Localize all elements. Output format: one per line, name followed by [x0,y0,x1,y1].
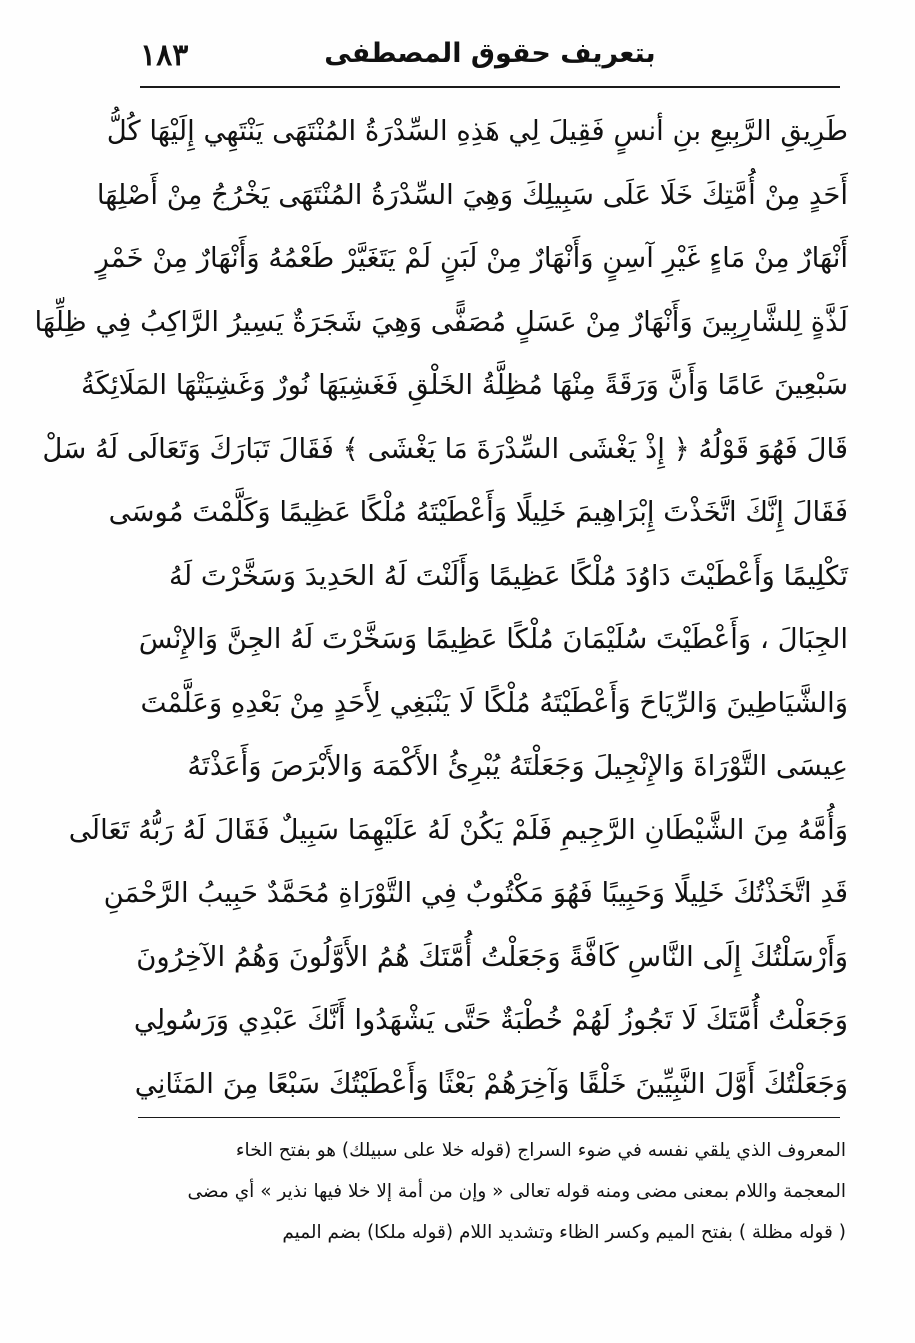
text-line: الجِبَالَ ، وَأَعْطَيْتَ سُلَيْمَانَ مُلْكًا عَظِيمًا وَسَخَّرْتَ لَهُ الجِنَّ وَالإِنْسَ [138,623,848,655]
text-line: وَأُمَّهُ مِنَ الشَّيْطَانِ الرَّجِيمِ فَلَمْ يَكُنْ لَهُ عَلَيْهِمَا سَبِيلٌ فَقَالَ لَهُ رَبُّهُ تَعَالَى [68,813,848,846]
page-number: ١٨٣ [140,38,189,73]
text-line: وَأَرْسَلْتُكَ إِلَى النَّاسِ كَافَّةً وَجَعَلْتُ أُمَّتَكَ هُمُ الأَوَّلُونَ وَهُمُ الآخِرُونَ [136,940,848,973]
footnote-line: ( قوله مظلة ) بفتح الميم وكسر الظاء وتشديد اللام (قوله ملكا) بضم الميم [282,1222,846,1243]
text-line: قَدِ اتَّخَذْتُكَ خَلِيلًا وَحَبِيبًا فَهُوَ مَكْتُوبٌ فِي التَّوْرَاةِ مُحَمَّدٌ حَبِيبُ الرَّحْمَنِ [103,877,848,909]
footnote-line: المعروف الذي يلقي نفسه في ضوء السراج (قوله خلا على سبيلك) هو بفتح الخاء [235,1140,846,1161]
text-line: أَنْهَارٌ مِنْ مَاءٍ غَيْرِ آسِنٍ وَأَنْهَارٌ مِنْ لَبَنٍ لَمْ يَتَغَيَّرْ طَعْمُهُ وَأَنْهَارٌ مِنْ خَمْرٍ [95,242,848,274]
text-line: فَقَالَ إِنَّكَ اتَّخَذْتَ إِبْرَاهِيمَ خَلِيلًا وَأَعْطَيْتَهُ مُلْكًا عَظِيمًا وَكَلَّمْتَ مُوسَى [108,496,848,528]
text-line: وَجَعَلْتُكَ أَوَّلَ النَّبِيِّينَ خَلْقًا وَآخِرَهُمْ بَعْثًا وَأَعْطَيْتُكَ سَبْعًا مِنَ المَثَانِي [134,1067,848,1100]
text-line: أَحَدٍ مِنْ أُمَّتِكَ خَلَا عَلَى سَبِيلِكَ وَهِيَ السِّدْرَةُ المُنْتَهَى يَخْرُجُ مِنْ أَصْلِهَا [96,178,848,211]
text-line: طَرِيقِ الرَّبِيعِ بنِ أنسٍ فَقِيلَ لِي هَذِهِ السِّدْرَةُ المُنْتَهَى يَنْتَهِي إِلَيْهَا كُلُّ [106,115,848,147]
text-line: لَذَّةٍ لِلشَّارِبِينَ وَأَنْهَارٌ مِنْ عَسَلٍ مُصَفًّى وَهِيَ شَجَرَةٌ يَسِيرُ الرَّاكِبُ فِي ظِلِّهَا [34,305,848,338]
text-line: قَالَ فَهُوَ قَوْلُهُ ﴿ إِذْ يَغْشَى السِّدْرَةَ مَا يَغْشَى ﴾ فَقَالَ تَبَارَكَ وَتَعَالَى لَهُ سَلْ [42,432,848,465]
text-line: وَجَعَلْتُ أُمَّتَكَ لَا تَجُوزُ لَهُمْ خُطْبَةٌ حَتَّى يَشْهَدُوا أَنَّكَ عَبْدِي وَرَسُولِي [133,1004,848,1036]
header-rule [140,86,840,88]
footnote-line: المعجمة واللام بمعنى مضى ومنه قوله تعالى « وإن من أمة إلا خلا فيها نذير » أي مضى [187,1181,846,1202]
text-line: عِيسَى التَّوْرَاةَ وَالإِنْجِيلَ وَجَعَلْتَهُ يُبْرِئُ الأَكْمَهَ وَالأَبْرَصَ وَأَعَذْتَهُ [187,750,848,782]
text-line: سَبْعِينَ عَامًا وَأَنَّ وَرَقَةً مِنْهَا مُظِلَّةُ الخَلْقِ فَغَشِيَهَا نُورٌ وَغَشِيَتْهَا المَلَائِكَةُ [81,369,848,401]
running-head [140,34,840,84]
main-text [34,100,848,1116]
text-line: تَكْلِيمًا وَأَعْطَيْتَ دَاوُدَ مُلْكًا عَظِيمًا وَأَلَنْتَ لَهُ الحَدِيدَ وَسَخَّرْتَ لَهُ [168,559,848,592]
text-line: وَالشَّيَاطِينَ وَالرِّيَاحَ وَأَعْطَيْتَهُ مُلْكًا لَا يَنْبَغِي لِأَحَدٍ مِنْ بَعْدِهِ وَعَلَّمْتَ [140,686,848,719]
footnote-rule [138,1117,840,1118]
footnotes [118,1130,846,1253]
running-title: بتعريف حقوق المصطفى [324,38,656,69]
